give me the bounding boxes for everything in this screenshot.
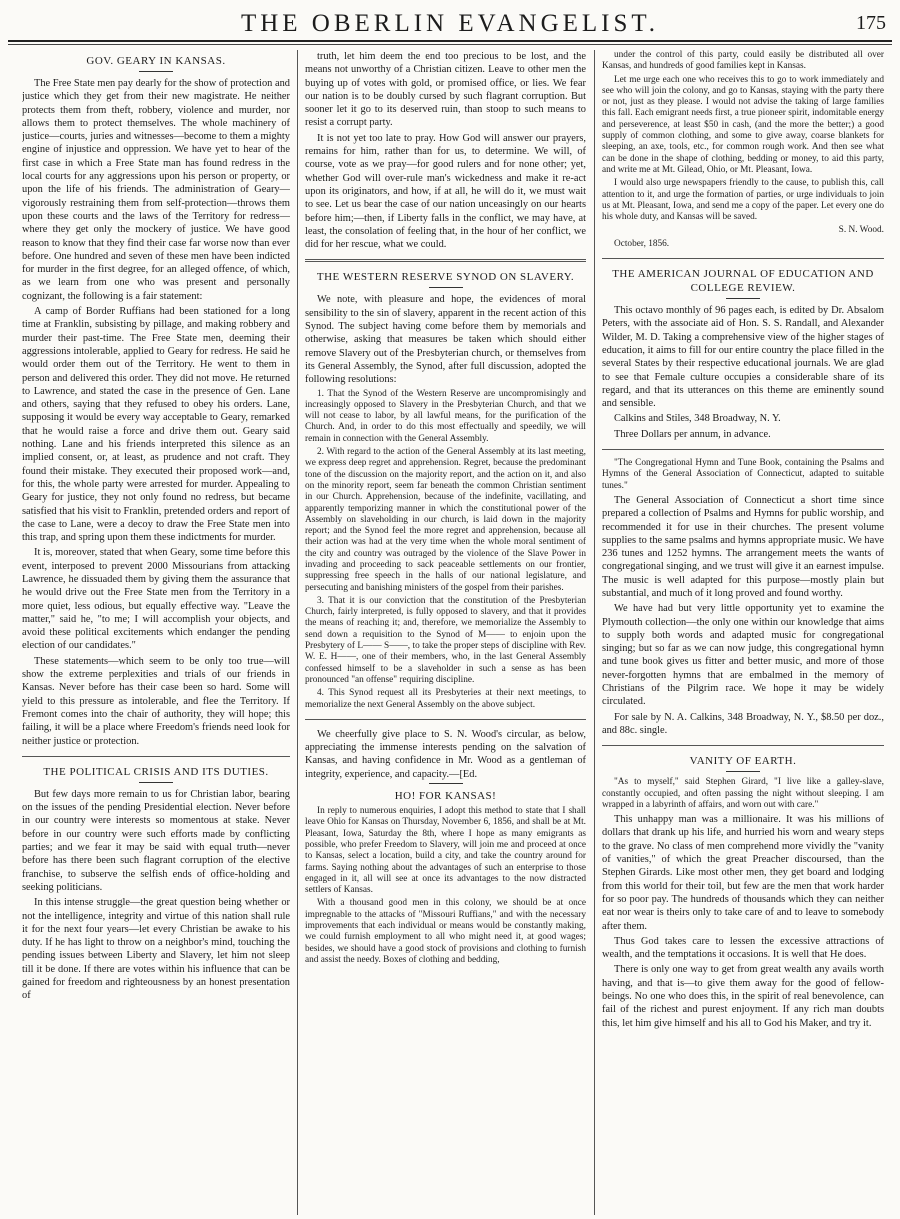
article-title-american-journal: THE AMERICAN JOURNAL OF EDUCATION AND COLLEGE REVIEW. bbox=[612, 268, 874, 295]
price-line: Three Dollars per annum, in advance. bbox=[614, 428, 771, 440]
paragraph: It is, moreover, stated that when Geary, some time before this event, interposed to prevent 2000 Missourians from attacking Lawrence, he dissuaded them by giving them the assurance that he would drive out the Free State men from the Territory in a more quiet, less odious, but equally effective way. "Leave the matter," said he, "to me; I will accomplish your objects, and avoid these political excitements which endanger the pending election of our candidates." bbox=[22, 547, 290, 652]
dateline: October, 1856. bbox=[614, 238, 670, 249]
editor-note: We cheerfully give place to S. N. Wood's circular, as below, appreciating the immense interests pending on the salvation of Kansas, and having confidence in Mr. Wood as a gentleman of integrity, experience, and capacity.—[Ed. bbox=[305, 728, 586, 780]
paragraph: In this intense struggle—the great question being whether or not the intelligence, integrity and virtue of this nation shall rule it for the next four years—let every Christian be awake to his duty. If he has light to throw on a neighbor's mind, touching the pending issues between Liberty and Slavery, let him not sleep till it be done. If there are votes within his influence that can be gained for freedom and righteousness by an honest presentation of bbox=[22, 897, 290, 1002]
resolution: 3. That it is our conviction that the constitution of the Presbyterian Church, fairly interpreted, is fully opposed to slavery, and that it provides the means of reaching it; and, therefore, we memorialize the Assembly to send down a requisition to the Synod of M—— to enjoin upon the Presbytery of L—— S——, to take the proper steps of discipline with Rev. W. E. H——, one of their members, who, in the last General Assembly confessed himself to be a slaveholder in such a sense as has been pronounced "an offense" requiring discipline. bbox=[305, 595, 586, 685]
paragraph: The General Association of Connecticut a short time since prepared a collection of Psalms and Hymns for public worship, and recommended it for use in their churches. The present volume supplies to the same psalms and hymns appropriate music. We have 236 tunes and 1252 hymns. The arrangement meets the wants of congregational singing, and we trust will give it an earnest impulse. The music is well adapted for this purpose—mostly plain but substantial, and much of it long proved and found worthy. bbox=[602, 494, 884, 599]
paragraph: For sale by N. A. Calkins, 348 Broadway, N. Y., $8.50 per doz., and 88c. single. bbox=[602, 711, 884, 736]
article-title-vanity-of-earth: VANITY OF EARTH. bbox=[689, 755, 797, 768]
article-title-hymn-book: "The Congregational Hymn and Tune Book, containing the Psalms and Hymns of the General Association of Connecticut, adapted to suitable tunes." bbox=[602, 458, 884, 491]
signature: S. N. Wood. bbox=[838, 225, 884, 236]
article-title-gov-geary: GOV. GEARY IN KANSAS. bbox=[86, 55, 226, 67]
masthead-rule-thin bbox=[8, 44, 892, 45]
article-separator bbox=[602, 449, 884, 450]
paragraph: A camp of Border Ruffians had been stationed for a long time at Franklin, subsisting by pillage, and making robbery and murder their past-time. The Free State men, deeming their aggressions intolerable, applied to Geary for redress. He said he would order them out of the Territory. He went to them in person and delivered this order. They did not move. He returned to Lawrence, and stated the case in the presence of Gen. Lane and others, saying that they refused to obey his orders. Lane, supposing it would be every way acceptable to Geary, remarked that he would raise a force and drive them out. Geary said nothing. Lane and his friends interpreted this silence as an implied consent, or, at least, as prudence and not craft. They found their mistake. They executed their proposed work—and, for this, the whole party were arrested for murder. Appealing to Geary for justice, they not only found no redress, but became satisfied that his visit to Franklin, pretended orders and report of the case to Lane, were a decoy to draw the Free State men into this trap, and spring upon them these indictments for murder. bbox=[22, 306, 290, 544]
resolution: 4. This Synod request all its Presbyteries at their next meetings, to memorialize the next General Assembly on the above subject. bbox=[305, 688, 586, 710]
publisher-line: Calkins and Stiles, 348 Broadway, N. Y. bbox=[614, 413, 781, 425]
column-divider-1 bbox=[297, 50, 298, 1215]
paragraph: But few days more remain to us for Christian labor, bearing on the issues of the pending Presidential election. Never before in our country were interests so momentous at stake. Never before in our country were such efforts made by conflicting parties; and we fear it may be said with equal truth—never before has there been such flagrant corruption of the elective franchise, to subserve the selfish ends of office-holding and seeking politicians. bbox=[22, 788, 290, 893]
article-separator bbox=[602, 258, 884, 259]
paragraph: With a thousand good men in this colony, we should be at once impregnable to the attacks of "Missouri Ruffians," and with the necessary improvements that each individual or means would be constantly making, we could furnish employment to all who might need it, at good wages; besides, we should have a good stock of provisions and clothing to furnish and assist the needy. Boxes of clothing and bedding, bbox=[305, 898, 586, 965]
paragraph: We have had but very little opportunity yet to examine the Plymouth collection—the only one within our knowledge that aims to supply both words and adapted music for congregational singing; but so far as we can now judge, this congregational hymn and tune book gives us fitter and better music, and more of those never-forgotten hymns that are embalmed in the memory of Christians of the Pilgrim race. We hope it may be widely circulated. bbox=[602, 603, 884, 708]
title-rule bbox=[139, 71, 173, 72]
article-separator bbox=[22, 756, 290, 757]
article-separator bbox=[305, 259, 586, 262]
paragraph: truth, let him deem the end too precious to be lost, and the means not unworthy of a Christian citizen. Leave to other men the buying up of votes with gold, or promised office, or lies. We fear our nation is to be doubly cursed by such flagrant corruption. But sooner let it go to its deserved ruin, than stoop to such means to resist a corrupt party. bbox=[305, 51, 586, 129]
title-rule bbox=[726, 771, 760, 772]
column-2 bbox=[305, 50, 586, 1215]
masthead-rule bbox=[8, 40, 892, 42]
column-1 bbox=[22, 50, 290, 1215]
article-title-western-reserve-synod: THE WESTERN RESERVE SYNOD ON SLAVERY. bbox=[316, 271, 575, 284]
page-number: 175 bbox=[856, 12, 886, 34]
resolution: 1. That the Synod of the Western Reserve are uncompromisingly and increasingly opposed to Slavery in the Presbyterian Church, and that we will not cease to labor, by all lawful means, for the purification of the Church. And, in order to do this most effectually and speedily, we will remain in connection with the General Assembly. bbox=[305, 388, 586, 444]
paragraph: I would also urge newspapers friendly to the cause, to publish this, call attention to it, and urge the formation of parties, or urge individuals to join us at Mt. Pleasant, Iowa, and send me a copy of the paper. Let every one do his whole duty, and Kansas will be saved. bbox=[602, 178, 884, 223]
article-separator bbox=[305, 719, 586, 720]
quote: "As to myself," said Stephen Girard, "I live like a galley-slave, constantly occupied, and often passing the night without sleeping. I am wrapped in a labyrinth of affairs, and worn out with care." bbox=[602, 777, 884, 810]
column-3 bbox=[602, 50, 884, 1215]
paragraph: This octavo monthly of 96 pages each, is edited by Dr. Absalom Peters, with the associate aid of Hon. S. S. Randall, and Alexander Wilder, M. D. Taking a comprehensive view of the higher stages of education, it aims to fill for our entire country the place filled in the several States by their respective educational journals. We are glad to see that Female culture occupies a considerable share of its regard, and that its utterances on this theme are eminently sound and sensible. bbox=[602, 305, 884, 410]
article-separator bbox=[602, 745, 884, 746]
paragraph: We note, with pleasure and hope, the evidences of moral sensibility to the sin of slavery, apparent in the recent action of this Synod. The subject having come before them by memorials and otherwise, asking that measures be taken which should either remove Slavery out of the Presbyterian church, or themselves from its General Assembly, the Synod, after full discussion, adopted the following resolutions: bbox=[305, 294, 586, 386]
paragraph: These statements—which seem to be only too true—will show the extreme perplexities and trials of our friends in Kansas. Never before has their case been so hard. Some will yield to this pressure as intolerable, and flee the Territory. If Fremont comes into the chair of authority, they will hope; this failing, it will be a place where Freedom's friends need look for neither justice or protection. bbox=[22, 655, 290, 747]
article-title-ho-for-kansas: HO! FOR KANSAS! bbox=[394, 790, 497, 803]
paragraph: under the control of this party, could easily be distributed all over Kansas, and hundreds of good families kept in Kansas. bbox=[602, 50, 884, 72]
title-rule bbox=[429, 783, 463, 784]
resolution: 2. With regard to the action of the General Assembly at its last meeting, we express deep regret and apprehension. Regret, because the predominant tone of the discussion on the majority report, and the action on it, and also on the minority report, seem far beneath the common Christian sentiment in our Church. Apprehension, because of the indefinite, vacillating, and apparently temporizing manner in which the constitutional power of the Assembly on slaveholding in our church, is laid down in the majority report; and the Synod feel the more regret and apprehension, because all their action was had at the very time when the whole moral sentiment of the city and country was outraged by the violence of the Slave Power in invading and proceeding to sack peaceable settlements on our frontier, suppressing free speech in the halls of our national legislature, and persecuting and banishing ministers of the gospel from their parishes. bbox=[305, 447, 586, 593]
paragraph: This unhappy man was a millionaire. It was his millions of dollars that drank up his life, and hurried his worn and weary steps to the grave. No class of men comprehend more vividly the "vanity of vanities," of which the great Preacher discoursed, than the Stephen Girards. Like most other men, they get board and lodging from this world for their toil, but few are the men that work harder for so poor pay. The hundreds of thousands which they can neither eat nor wear is theirs only to take care of and to leave to somebody after them. bbox=[602, 814, 884, 932]
paragraph: It is not yet too late to pray. How God will answer our prayers, remains for him, rather than for us, to determine. We will, of course, vote as we pray—for good rulers and for none other; yet, whether God will over-rule man's wickedness and make it re-act upon its originators, and how, if at all, he will do it, we must wait to see. Let us bear the case of our nation unceasingly on our hearts before him;—then, if Liberty falls in the conflict, we may have, at least, the consolation of feeling that, in the hour of her conflict, we did for her rescue, what we could. bbox=[305, 132, 586, 251]
paragraph: In reply to numerous enquiries, I adopt this method to state that I shall leave Ohio for Kansas on Thursday, November 6, 1856, and shall be at Mt. Pleasant, Iowa, Saturday the 8th, where I hope as many emigrants as possible, who prefer Freedom to Slavery, will join me and proceed at once to Kansas, select a location, build a city, and take the country around for farms. Saying nothing about the advantages of such an enterprise to those engaged in it, all will see at once its advantages to the now distracted settlers of Kansas. bbox=[305, 806, 586, 896]
paragraph: Let me urge each one who receives this to go to work immediately and see who will join the colony, and go to Kansas, staying with the party there or not, just as they please. I would not advise the taking of large families this fall. Each emigrant needs first, a true pioneer spirit, indomitable energy and perseverence, at least $50 in cash, (and the more the better;) a good supply of common clothing, and some to give away, coarse blankets for sleeping, an axe, tools, etc., for common rough work. And then see what can be done in the shape of clothing, bedding or money, to aid this party, and write me at Mt. Gilead, Ohio, or Mt. Pleasant, Iowa. bbox=[602, 74, 884, 175]
masthead bbox=[8, 6, 892, 40]
article-title-political-crisis: THE POLITICAL CRISIS AND ITS DUTIES. bbox=[43, 765, 269, 778]
paragraph: The Free State men pay dearly for the show of protection and justice which they get from their new magistrate. He neither protects them from theft, robbery, violence and murder, nor allows them to protect themselves. The whole machinery of justice—courts, juries and witnesses—become to them a mighty engine of injustice and oppression. We have yet to hear of the first case in which a Free State man has found redress in the local courts for any aggressions upon his person or property, or upon the life of his friends. The administration of Geary—vigorously restraining them from self-protection—throws them upon these courts and the laws of the Territory for redress—where they get only the mockery of justice. We have good reason to know that they find their case far worse now than ever before. One hundred and seven of these men have been indicted for murder in the first degree, for an alleged offence, of which, as we learn from one who was present and personally cognizant, the following is a fair statement: bbox=[22, 78, 290, 302]
title-rule bbox=[429, 287, 463, 288]
paragraph: Thus God takes care to lessen the excessive attractions of wealth, and the temptations it occasions. It is well that He does. bbox=[602, 935, 884, 961]
title-rule bbox=[726, 298, 760, 299]
title-rule bbox=[139, 782, 173, 783]
column-divider-2 bbox=[594, 50, 595, 1215]
masthead-title: THE OBERLIN EVANGELIST. bbox=[240, 10, 660, 37]
paragraph: There is only one way to get from great wealth any avails worth having, and that is—to give them away for the good of fellow-beings. No one who does this, in the spirit of real benevolence, can fail of the richest and purest enjoyment. If any rich man doubts this, let him give himself and his all to God his Maker, and try it. bbox=[602, 964, 884, 1029]
